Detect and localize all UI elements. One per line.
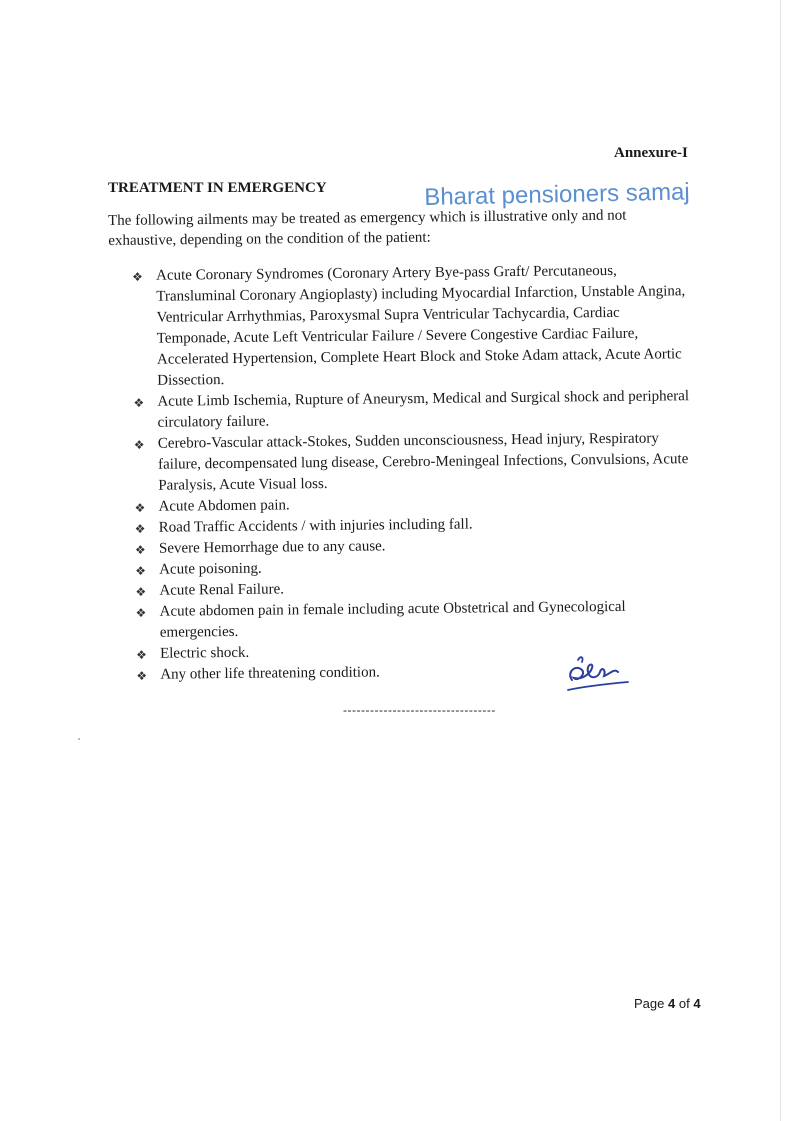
list-item-text: Acute Renal Failure. [159, 581, 285, 599]
intro-paragraph: The following ailments may be treated as emergency which is illustrative only and not exhaustive, depending on the condition of the patient: [108, 207, 627, 249]
list-item-text: Acute Coronary Syndromes (Coronary Artery Bye-pass Graft/ Percutaneous, Transluminal Coronary Angioplasty) including Myocardial Infarction, Unstable Angina, Ventricular Arrhythmias, Paroxysmal Supra Ventricular Tachycardia, Cardiac Temponade, Acute Left Ventricular Failure / Severe Congestive Cardiac Failure, Accelerated Hypertension, Complete Heart Block and Stoke Adam attack, Acute Aortic Dissection. [156, 262, 686, 389]
list-item-text: Any other life threatening condition. [160, 664, 380, 683]
bullet-diamond-icon: ❖ [134, 521, 146, 536]
bullet-diamond-icon: ❖ [136, 668, 148, 683]
list-item-text: Severe Hemorrhage due to any cause. [158, 538, 386, 557]
bullet-diamond-icon: ❖ [133, 395, 145, 410]
document-heading: TREATMENT IN EMERGENCY [108, 180, 327, 196]
scan-speck [78, 738, 80, 740]
page-total: 4 [693, 996, 701, 1011]
page-current: 4 [668, 996, 676, 1011]
list-item-text: Cerebro-Vascular attack-Stokes, Sudden unconsciousness, Head injury, Respiratory failure, decompensated lung disease, Cerebro-Meningeal Infections, Convulsions, Acute Paralysis, Acute Visual loss. [157, 430, 689, 494]
bullet-diamond-icon: ❖ [132, 269, 143, 284]
list-item [136, 596, 696, 644]
watermark-text: Bharat pensioners samaj [424, 178, 690, 211]
list-item-text: Acute poisoning. [159, 560, 262, 578]
page-label: Page [634, 996, 665, 1011]
bullet-diamond-icon: ❖ [135, 563, 147, 578]
list-item [132, 260, 693, 392]
annexure-label: Annexure-I [614, 145, 688, 161]
list-item [134, 428, 695, 497]
bullet-diamond-icon: ❖ [134, 542, 146, 557]
ailment-list [132, 260, 696, 686]
list-item [133, 386, 693, 434]
page-of: of [678, 996, 690, 1011]
list-item-text: Acute abdomen pain in female including acute Obstetrical and Gynecological emergencies. [159, 598, 626, 641]
page-edge-line [780, 0, 781, 1121]
signature-mark [562, 650, 634, 696]
list-item-text: Road Traffic Accidents / with injuries including fall. [158, 516, 473, 536]
list-item-text: Electric shock. [159, 644, 250, 662]
list-item-text: Acute Limb Ischemia, Rupture of Aneurysm, Medical and Surgical shock and peripheral circulatory failure. [157, 388, 690, 431]
bullet-diamond-icon: ❖ [135, 605, 147, 620]
bullet-diamond-icon: ❖ [136, 647, 147, 662]
list-item-text: Acute Abdomen pain. [158, 497, 290, 515]
bullet-diamond-icon: ❖ [133, 437, 145, 452]
bullet-diamond-icon: ❖ [135, 584, 147, 599]
page-number [634, 996, 701, 1011]
section-divider: ---------------------------------- [343, 703, 496, 717]
bullet-diamond-icon: ❖ [134, 500, 146, 515]
